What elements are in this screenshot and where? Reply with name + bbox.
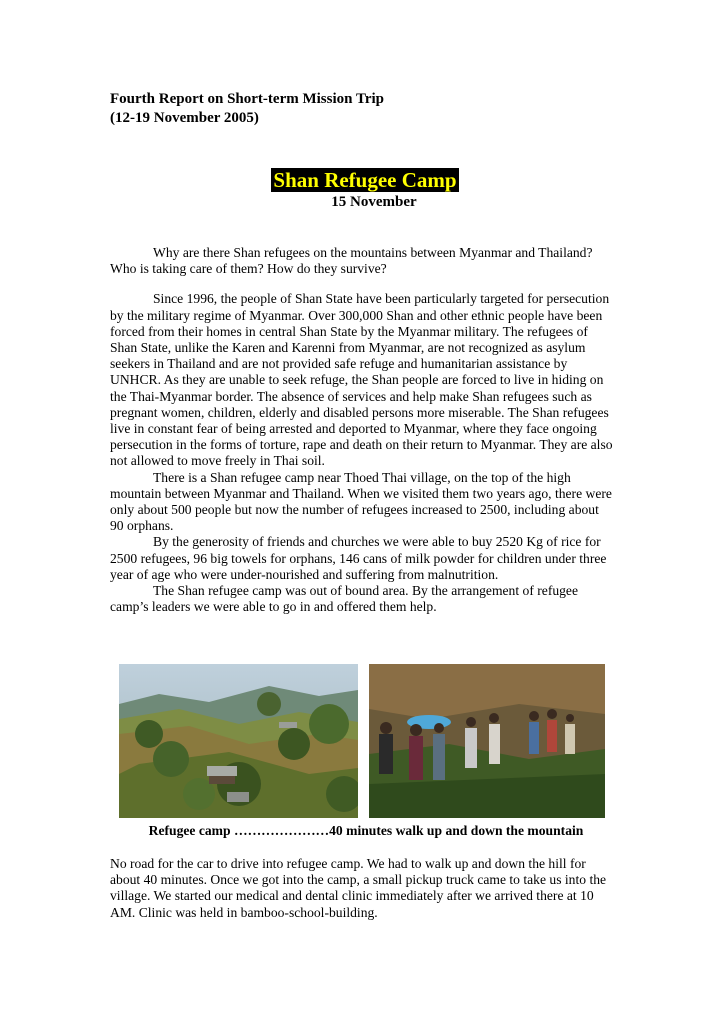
paragraph-camp-location: There is a Shan refugee camp near Thoed Thai village, on the top of the high mountain between Myanmar and Thailand. When we visited them two years ago, there were only about 500 people but now the number of refugees increased to 2500, including about 90 orphans. [110,469,612,534]
clinic-text [110,856,615,921]
report-title: Fourth Report on Short-term Mission Trip [110,91,385,107]
section-title: Shan Refugee Camp [273,168,457,192]
paragraph-donations: By the generosity of friends and churches we were able to buy 2520 Kg of rice for 2500 refugees, 96 big towels for orphans, 146 cans of milk powder for children under three year of age who were under-nourished and suffering from malnutrition. [110,534,607,582]
refugee-camp-photo [119,664,358,818]
paragraph-access: The Shan refugee camp was out of bound area. By the arrangement of refugee camp’s leaders we were able to go in and offered them help. [110,583,579,615]
photo-caption: Refugee camp …………………40 minutes walk up and down the mountain [148,823,584,838]
report-dates: (12-19 November 2005) [110,110,259,126]
intro-text [110,245,615,615]
section-date: 15 November [331,194,417,210]
paragraph-questions: Why are there Shan refugees on the mountains between Myanmar and Thailand? Who is taking care of them? How do they survive? [110,245,593,277]
paragraph-background: Since 1996, the people of Shan State have been particularly targeted for persecution by the military regime of Myanmar. Over 300,000 Shan and other ethnic people have been forced from their homes in central Shan State by the Myanmar military. The refugees of Shan State, unlike the Karen and Karenni from Myanmar, are not recognized as asylum seekers in Thailand and are not provided safe refuge and humanitarian assistance by UNHCR. As they are unable to seek refuge, the Shan people are forced to live in hiding on the Thai-Myanmar border. The absence of services and help make Shan refugees such as pregnant women, children, elderly and disabled persons more miserable. The Shan refugees live in constant fear of being arrested and deported to Myanmar, where they face ongoing persecution in the forms of torture, rape and death on their return to Myanmar. They are also not allowed to move freely in Thai soil. [110,291,613,469]
paragraph-walk-to-camp: No road for the car to drive into refugee camp. We had to walk up and down the hill for about 40 minutes. Once we got into the camp, a small pickup truck came to take us into the village. We started our medical and dental clinic immediately after we arrived there at 10 AM. Clinic was held in bamboo-school-building. [110,856,607,920]
report-header [110,90,384,128]
mountain-walk-photo [369,664,605,818]
